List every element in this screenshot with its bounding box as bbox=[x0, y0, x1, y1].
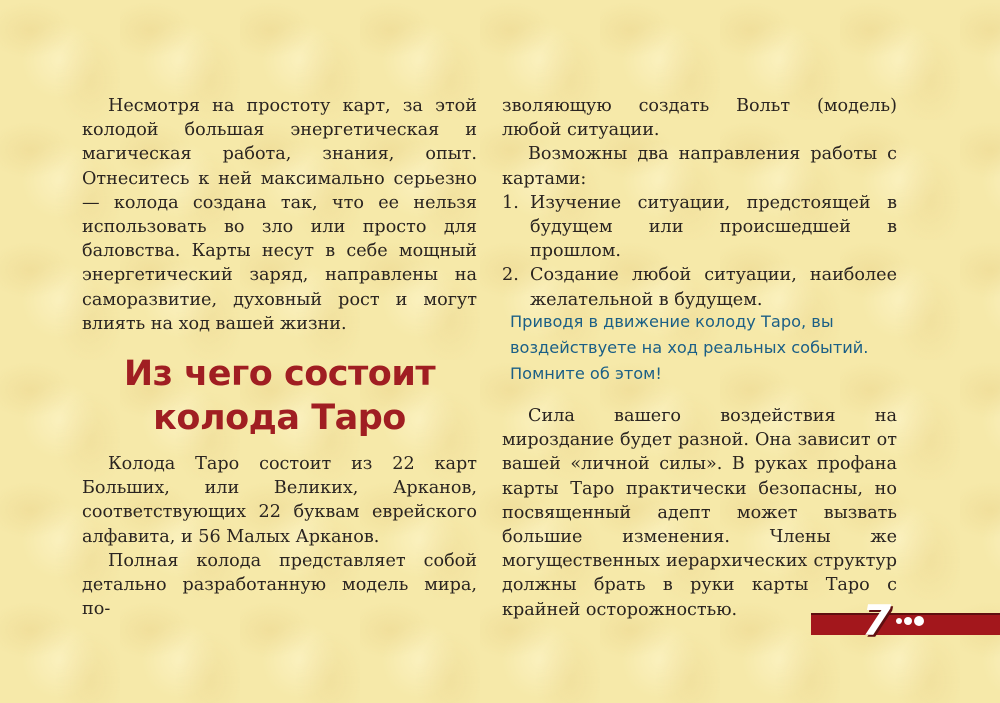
list-item-text: Создание любой ситуации, наиболее желательной в будущем. bbox=[530, 265, 897, 310]
page-dots-ornament bbox=[896, 616, 924, 626]
right-lower-block bbox=[502, 404, 897, 622]
page-number: 7 bbox=[862, 596, 892, 645]
paragraph-directions: Возможны два направления работы с картами: bbox=[502, 144, 897, 189]
paragraph-deck-composition: Колода Таро состоит из 22 карт Больших, или Великих, Арканов, соответствующих 22 буквам еврейского алфавита, и 56 Малых Арканов. bbox=[82, 454, 477, 547]
highlight-note: Приводя в движение колоду Таро, вы воздействуете на ход реальных событий. Помните об этом! bbox=[510, 312, 869, 383]
left-lower-block bbox=[82, 452, 477, 621]
list-item bbox=[502, 191, 897, 264]
list-item-text: Изучение ситуации, предстоящей в будущем или происшедшей в прошлом. bbox=[530, 192, 897, 262]
list-item-number: 2. bbox=[502, 265, 519, 286]
paragraph-full-deck: Полная колода представляет собой детально разработанную модель мира, по- bbox=[82, 550, 477, 620]
list-item bbox=[502, 263, 897, 311]
final-paragraph: Сила вашего воздействия на мироздание будет разной. Она зависит от вашей «личной силы». В руках профана карты Таро практически безопасны, но посвященный адепт может вызвать большие изменения. Члены же могущественных иерархических структур должны брать в руки карты Таро с крайней осторожностью. bbox=[502, 406, 897, 620]
dot-icon bbox=[904, 617, 912, 625]
dot-icon bbox=[896, 618, 902, 624]
continuation-paragraph: зволяющую создать Вольт (модель) любой ситуации. bbox=[502, 96, 897, 141]
directions-list bbox=[502, 191, 897, 312]
intro-paragraph: Несмотря на простоту карт, за этой колодой большая энергетическая и магическая работа, знания, опыт. Отнеситесь к ней максимально серьезно — колода создана так, что ее нельзя использовать во зло или просто для баловства. Карты несут в себе мощный энергетический заряд, направлены на саморазвитие, духовный рост и могут влиять на ход вашей жизни. bbox=[82, 96, 477, 334]
list-item-number: 1. bbox=[502, 192, 519, 213]
dot-icon bbox=[914, 616, 924, 626]
section-heading: Из чего состоит колода Таро bbox=[123, 354, 436, 438]
